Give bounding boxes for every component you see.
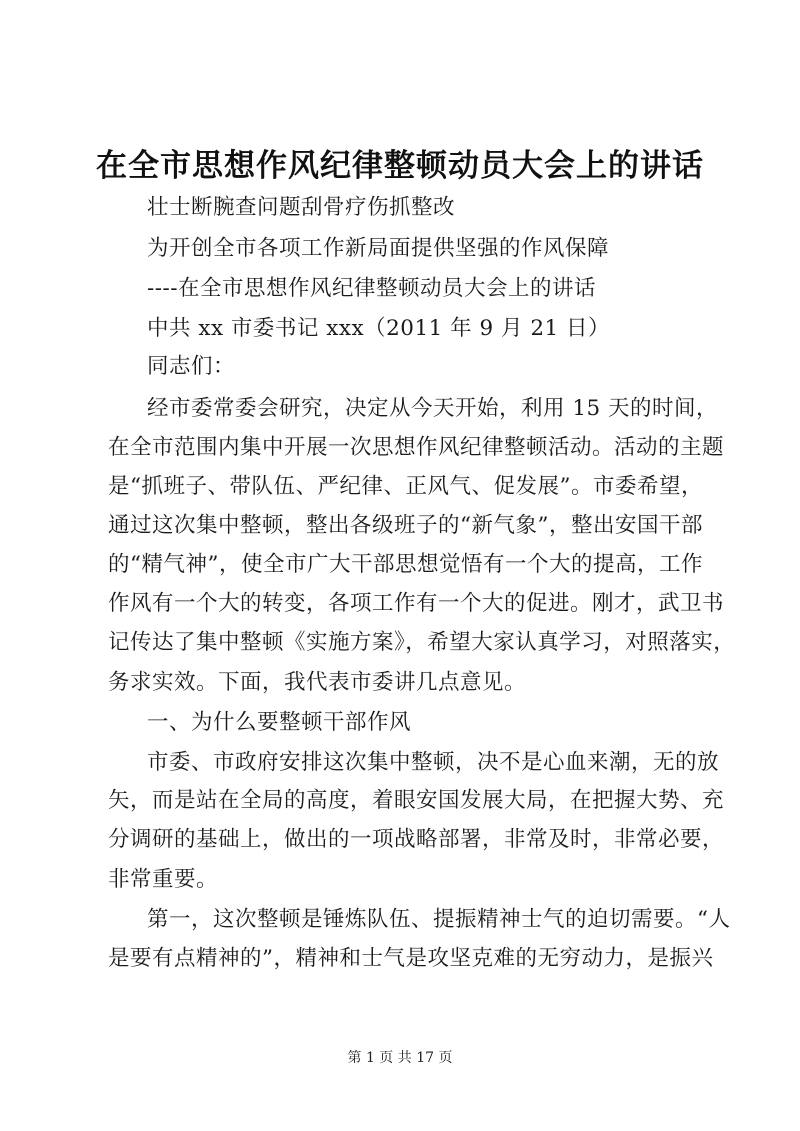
subtitle-line-2: 为开创全市各项工作新局面提供坚强的作风保障 — [147, 236, 610, 261]
body-line: 通过这次集中整顿，整出各级班子的“新气象”，整出安国干部 — [108, 513, 703, 538]
section-heading-1: 一、为什么要整顿干部作风 — [147, 710, 412, 735]
body-line: 市委、市政府安排这次集中整顿，决不是心血来潮，无的放 — [147, 750, 720, 775]
body-line: 是要有点精神的”，精神和士气是攻坚克难的无穷动力，是振兴 — [108, 946, 714, 971]
body-line: 第一，这次整顿是锤炼队伍、提振精神士气的迫切需要。“人 — [147, 907, 731, 932]
body-line: 经市委常委会研究，决定从今天开始，利用 15 天的时间， — [147, 396, 719, 421]
page-number-footer: 第 1 页 共 17 页 — [347, 1050, 453, 1066]
body-line: 是“抓班子、带队伍、严纪律、正风气、促发展”。市委希望， — [108, 474, 703, 499]
body-line: 在全市范围内集中开展一次思想作风纪律整顿活动。活动的主题 — [108, 435, 725, 460]
body-line: 记传达了集中整顿《实施方案》，希望大家认真学习，对照落实， — [108, 630, 736, 655]
body-line: 的“精气神”，使全市广大干部思想觉悟有一个大的提高，工作 — [108, 552, 703, 577]
body-line: 分调研的基础上，做出的一项战略部署，非常及时，非常必要， — [108, 827, 725, 852]
body-line: 非常重要。 — [108, 867, 219, 892]
subtitle-line-1: 壮士断腕查问题刮骨疗伤抓整改 — [147, 195, 456, 220]
body-line: 务求实效。下面，我代表市委讲几点意见。 — [108, 670, 527, 695]
body-line: 作风有一个大的转变，各项工作有一个大的促进。刚才，武卫书 — [108, 591, 725, 616]
document-title: 在全市思想作风纪律整顿动员大会上的讲话 — [96, 148, 704, 184]
subtitle-line-3: ----在全市思想作风纪律整顿动员大会上的讲话 — [147, 276, 597, 301]
salutation: 同志们： — [147, 354, 236, 379]
body-line: 矢，而是站在全局的高度，着眼安国发展大局，在把握大势、充 — [108, 788, 725, 813]
author-date-line: 中共 xx 市委书记 xxx（2011 年 9 月 21 日） — [147, 316, 611, 341]
